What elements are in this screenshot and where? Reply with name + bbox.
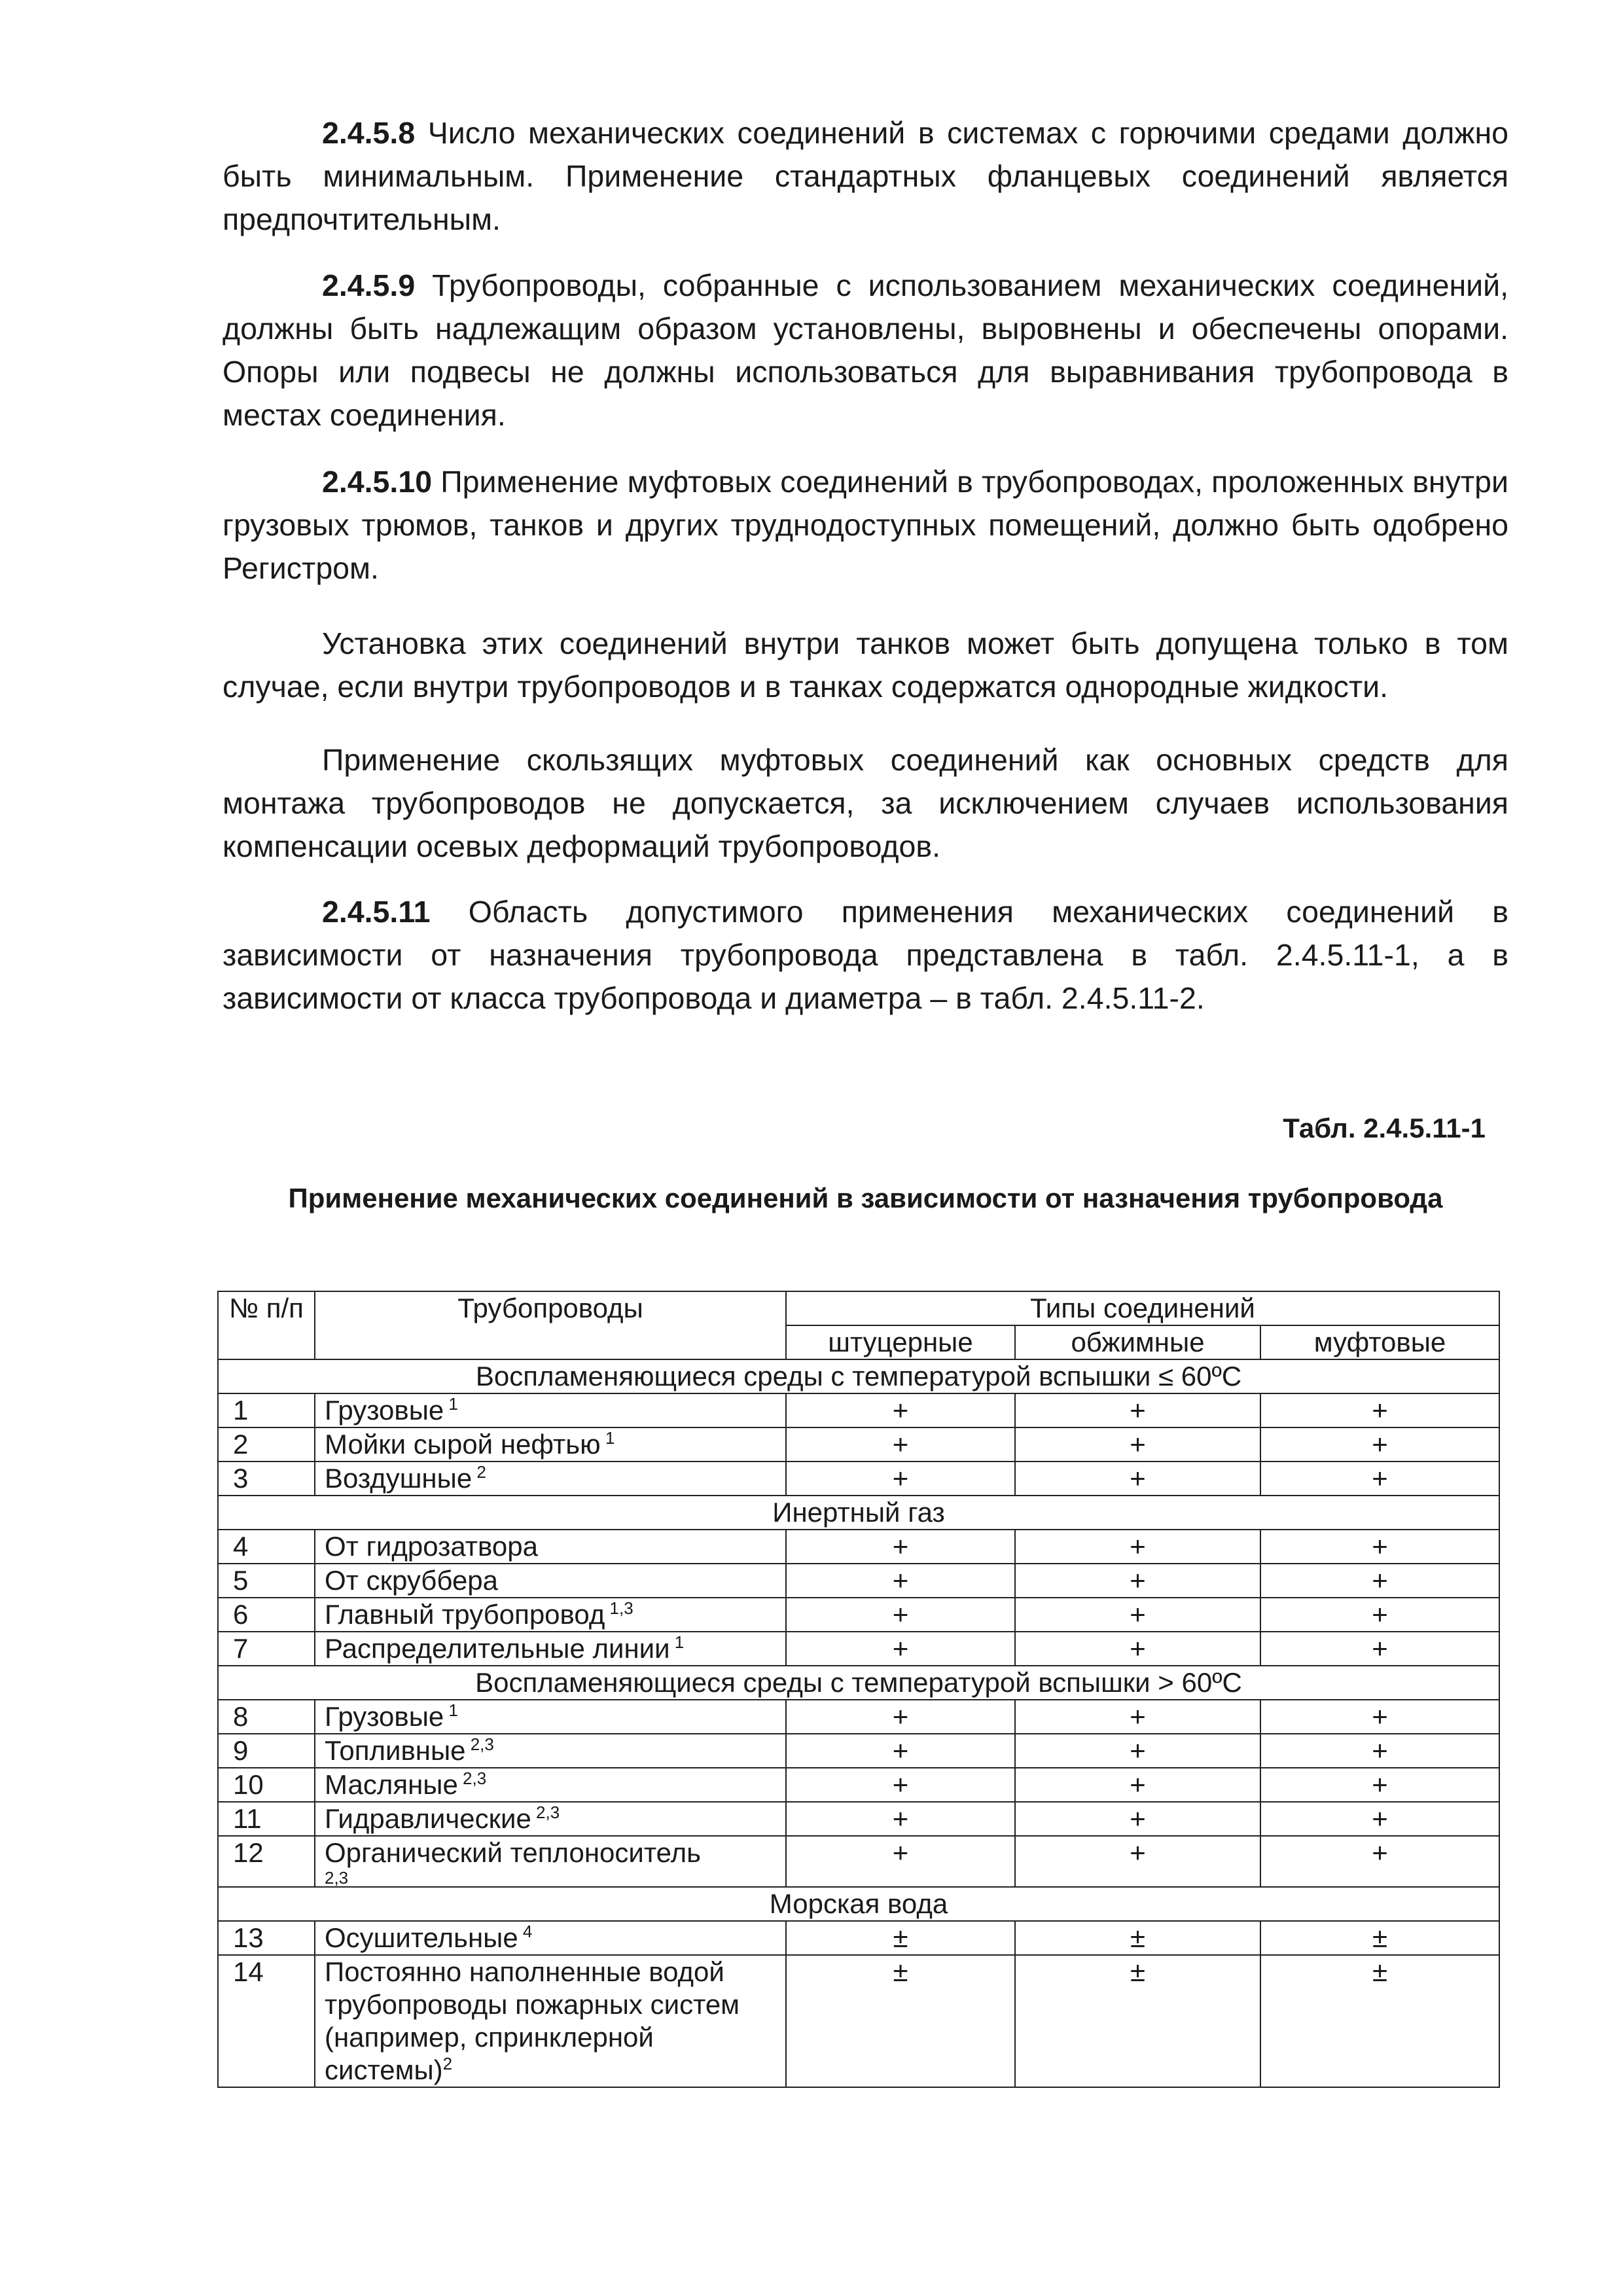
- connection-mark: +: [1015, 1462, 1260, 1496]
- connection-mark: +: [1260, 1768, 1499, 1802]
- pipe-name-text: Постоянно наполненные водой трубопроводы пожарных систем (например, спринклерной системы): [325, 1956, 740, 2085]
- pipe-name-text: Масляные: [325, 1769, 458, 1800]
- footnote-ref: 4: [518, 1922, 533, 1941]
- header-num: № п/п: [218, 1291, 315, 1359]
- header-pipes: Трубопроводы: [315, 1291, 786, 1359]
- connection-mark: +: [1260, 1700, 1499, 1734]
- group-title: Инертный газ: [218, 1496, 1499, 1530]
- footnote-ref: 2: [442, 2054, 453, 2073]
- pipe-name-text: Грузовые: [325, 1395, 444, 1426]
- row-number: 14: [218, 1955, 315, 2087]
- connection-mark: +: [1015, 1802, 1260, 1836]
- table-row: [218, 1427, 1499, 1462]
- table-body: [218, 1359, 1499, 2087]
- connection-mark: +: [786, 1393, 1015, 1427]
- footnote-ref: 2,3: [457, 1768, 487, 1788]
- connection-mark: ±: [786, 1921, 1015, 1955]
- row-number: 10: [218, 1768, 315, 1802]
- connection-mark: +: [1015, 1598, 1260, 1632]
- footnote-ref: 1: [600, 1428, 615, 1448]
- footnote-ref: 2,3: [325, 1868, 349, 1888]
- footnote-ref: 1: [444, 1700, 458, 1720]
- pipe-name-text: Гидравлические: [325, 1803, 531, 1834]
- row-number: 11: [218, 1802, 315, 1836]
- row-pipe-name: [315, 1393, 786, 1427]
- paragraph-2-4-5-11: 2.4.5.11 Область допустимого применения механических соединений в зависимости от назначения трубопровода представлена в табл. 2.4.5.11-1, а в зависимости от класса трубопровода и диаметра – в табл. 2.4.5.11-2.: [223, 895, 1508, 1015]
- table-row: [218, 1734, 1499, 1768]
- group-title: Воспламеняющиеся среды с температурой вспышки ≤ 60ºC: [218, 1359, 1499, 1393]
- header-col-sleeve: муфтовые: [1260, 1325, 1499, 1359]
- table-title: Применение механических соединений в зависимости от назначения трубопровода: [288, 1183, 1443, 1213]
- footnote-ref: 2: [472, 1462, 486, 1482]
- footnote-ref: 1,3: [605, 1598, 633, 1618]
- table-row: [218, 1802, 1499, 1836]
- connection-mark: +: [1015, 1393, 1260, 1427]
- connection-mark: +: [786, 1530, 1015, 1564]
- group-title: Воспламеняющиеся среды с температурой вспышки > 60ºC: [218, 1666, 1499, 1700]
- connection-mark: +: [1260, 1564, 1499, 1598]
- paragraph-2-4-5-9: 2.4.5.9 Трубопроводы, собранные с использованием механических соединений, должны быть надлежащим образом установлены, выровнены и обеспечены опорами. Опоры или подвесы не должны использоваться для выравнивания трубопровода в местах соединения.: [223, 268, 1508, 432]
- connection-mark: ±: [1260, 1921, 1499, 1955]
- row-pipe-name: [315, 1734, 786, 1768]
- connection-mark: ±: [1015, 1921, 1260, 1955]
- table-row: [218, 1393, 1499, 1427]
- table-row: [218, 1462, 1499, 1496]
- pipe-name-text: Главный трубопровод: [325, 1599, 605, 1630]
- row-number: 7: [218, 1632, 315, 1666]
- footnote-ref: 1: [444, 1394, 458, 1414]
- row-number: 6: [218, 1598, 315, 1632]
- connection-mark: +: [786, 1768, 1015, 1802]
- row-pipe-name: [315, 1768, 786, 1802]
- connection-mark: +: [1015, 1700, 1260, 1734]
- row-pipe-name: [315, 1955, 786, 2087]
- table-row: [218, 1530, 1499, 1564]
- row-pipe-name: [315, 1598, 786, 1632]
- row-pipe-name: [315, 1700, 786, 1734]
- connection-mark: +: [1260, 1632, 1499, 1666]
- row-pipe-name: [315, 1921, 786, 1955]
- table-row: [218, 1700, 1499, 1734]
- table-row: [218, 1632, 1499, 1666]
- row-number: 5: [218, 1564, 315, 1598]
- table-row: [218, 1836, 1499, 1887]
- row-pipe-name: [315, 1836, 786, 1887]
- table-group-row: [218, 1666, 1499, 1700]
- pipe-name-text: Топливные: [325, 1735, 466, 1766]
- row-pipe-name: [315, 1802, 786, 1836]
- connection-mark: +: [1015, 1734, 1260, 1768]
- row-number: 2: [218, 1427, 315, 1462]
- table-row: [218, 1955, 1499, 2087]
- pipe-name-text: Воздушные: [325, 1463, 473, 1494]
- connection-mark: +: [786, 1598, 1015, 1632]
- connection-mark: +: [1015, 1768, 1260, 1802]
- row-number: 12: [218, 1836, 315, 1887]
- row-number: 8: [218, 1700, 315, 1734]
- connection-mark: +: [786, 1802, 1015, 1836]
- table-row: [218, 1921, 1499, 1955]
- row-number: 4: [218, 1530, 315, 1564]
- row-pipe-name: [315, 1427, 786, 1462]
- header-types: Типы соединений: [786, 1291, 1499, 1325]
- row-pipe-name: [315, 1564, 786, 1598]
- table-row: [218, 1598, 1499, 1632]
- connections-table: [217, 1291, 1500, 2088]
- pipe-name-text: Распределительные линии: [325, 1633, 670, 1664]
- paragraph-sliding-couplings: Применение скользящих муфтовых соединений как основных средств для монтажа трубопроводов не допускается, за исключением случаев использования компенсации осевых деформаций трубопроводов.: [223, 743, 1508, 863]
- connection-mark: +: [1260, 1802, 1499, 1836]
- connection-mark: +: [1015, 1564, 1260, 1598]
- connection-mark: +: [786, 1427, 1015, 1462]
- connection-mark: ±: [1015, 1955, 1260, 2087]
- paragraph-installation: Установка этих соединений внутри танков может быть допущена только в том случае, если внутри трубопроводов и в танках содержатся однородные жидкости.: [223, 626, 1508, 704]
- pipe-name-text: От скруббера: [325, 1565, 499, 1596]
- paragraph-2-4-5-10: 2.4.5.10 Применение муфтовых соединений в трубопроводах, проложенных внутри грузовых трюмов, танков и других труднодоступных помещений, должно быть одобрено Регистром.: [223, 465, 1508, 585]
- connection-mark: +: [786, 1836, 1015, 1887]
- connection-mark: +: [1015, 1836, 1260, 1887]
- connection-mark: +: [1015, 1530, 1260, 1564]
- connection-mark: +: [1260, 1462, 1499, 1496]
- pipe-name-text: Осушительные: [325, 1922, 518, 1953]
- header-col-fitting: штуцерные: [786, 1325, 1015, 1359]
- row-number: 9: [218, 1734, 315, 1768]
- footnote-ref: 2,3: [531, 1803, 560, 1822]
- paragraph-2-4-5-8: 2.4.5.8 Число механических соединений в системах с горючими средами должно быть минимальным. Применение стандартных фланцевых соединений является предпочтительным.: [223, 116, 1508, 236]
- pipe-name-text: От гидрозатвора: [325, 1531, 538, 1562]
- connection-mark: +: [786, 1564, 1015, 1598]
- table-row: [218, 1564, 1499, 1598]
- connection-mark: +: [786, 1462, 1015, 1496]
- connection-mark: +: [1260, 1598, 1499, 1632]
- connection-mark: +: [786, 1632, 1015, 1666]
- connection-mark: +: [1015, 1427, 1260, 1462]
- row-number: 13: [218, 1921, 315, 1955]
- row-pipe-name: [315, 1462, 786, 1496]
- header-col-crimp: обжимные: [1015, 1325, 1260, 1359]
- table-row: [218, 1768, 1499, 1802]
- connection-mark: +: [1260, 1734, 1499, 1768]
- table-group-row: [218, 1887, 1499, 1921]
- table-group-row: [218, 1496, 1499, 1530]
- table-label: Табл. 2.4.5.11-1: [1283, 1113, 1486, 1143]
- connection-mark: +: [786, 1700, 1015, 1734]
- connection-mark: +: [1260, 1427, 1499, 1462]
- row-number: 3: [218, 1462, 315, 1496]
- pipe-name-text: Органический теплоноситель: [325, 1837, 701, 1868]
- group-title: Морская вода: [218, 1887, 1499, 1921]
- row-number: 1: [218, 1393, 315, 1427]
- row-pipe-name: [315, 1632, 786, 1666]
- connection-mark: +: [1015, 1632, 1260, 1666]
- connection-mark: +: [1260, 1836, 1499, 1887]
- connection-mark: +: [1260, 1393, 1499, 1427]
- row-pipe-name: [315, 1530, 786, 1564]
- connection-mark: ±: [786, 1955, 1015, 2087]
- pipe-name-text: Мойки сырой нефтью: [325, 1429, 601, 1460]
- connection-mark: ±: [1260, 1955, 1499, 2087]
- pipe-name-text: Грузовые: [325, 1701, 444, 1732]
- footnote-ref: 1: [669, 1632, 685, 1652]
- table-group-row: [218, 1359, 1499, 1393]
- connection-mark: +: [786, 1734, 1015, 1768]
- footnote-ref: 2,3: [465, 1734, 494, 1754]
- connection-mark: +: [1260, 1530, 1499, 1564]
